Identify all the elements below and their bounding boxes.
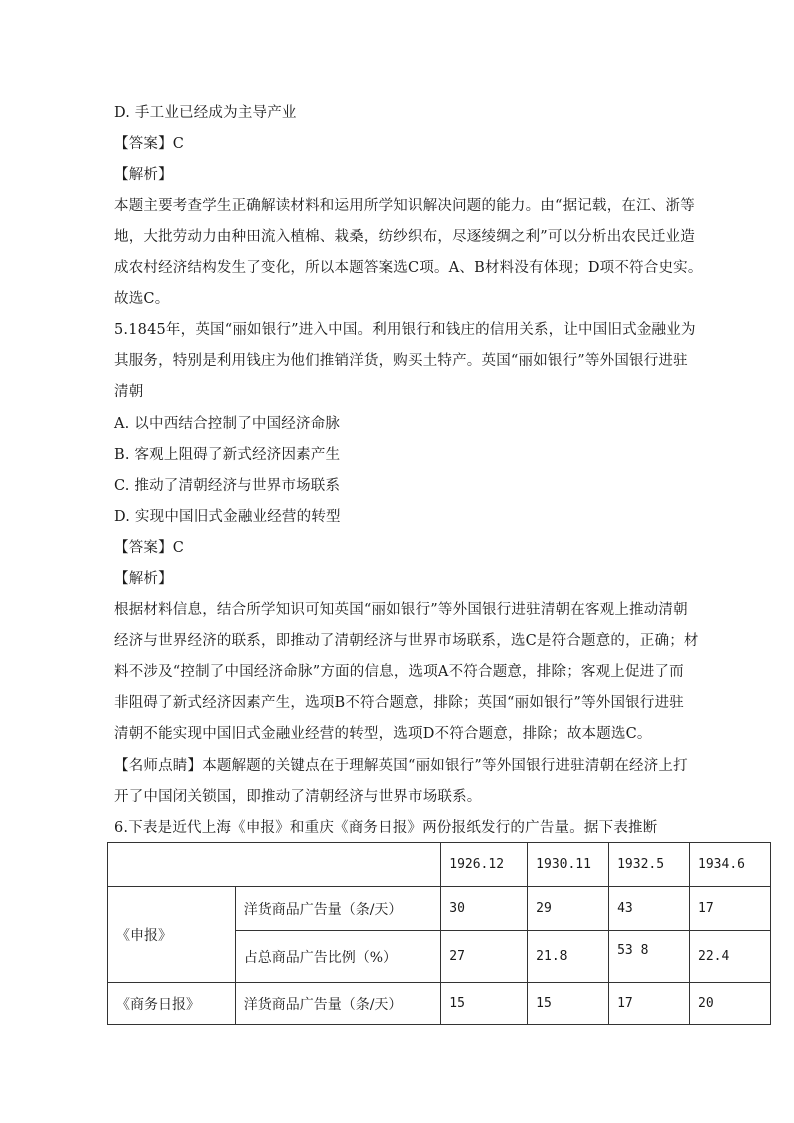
option-b: B. 客观上阻碍了新式经济因素产生 (114, 447, 341, 463)
analysis-text-4-line1: 本题主要考查学生正确解读材料和运用所学知识解决问题的能力。由“据记载，在江、浙等 (114, 198, 695, 214)
row-label: 洋货商品广告量（条/天） (235, 983, 441, 1025)
table-cell: 22.4 (690, 931, 771, 983)
analysis-text-5-line1: 根据材料信息，结合所学知识可知英国“丽如银行”等外国银行进驻清朝在客观上推动清朝 (114, 602, 688, 618)
analysis-text-5-line3: 料不涉及“控制了中国经济命脉”方面的信息，选项A不符合题意，排除；客观上促进了而 (114, 664, 684, 680)
advertising-table (107, 842, 771, 1025)
analysis-text-4-line4: 故选C。 (114, 291, 170, 307)
table-cell: 30 (441, 887, 528, 931)
table-cell: 15 (528, 983, 609, 1025)
analysis-label-5: 【解析】 (114, 571, 173, 587)
table-cell: 53 8 (609, 931, 690, 983)
question-5-line3: 清朝 (114, 384, 144, 400)
table-corner-cell (108, 843, 441, 887)
newspaper-name: 《申报》 (108, 887, 236, 983)
analysis-label-4: 【解析】 (114, 167, 173, 183)
option-c: C. 推动了清朝经济与世界市场联系 (114, 478, 341, 494)
table-cell: 20 (690, 983, 771, 1025)
option-a: A. 以中西结合控制了中国经济命脉 (114, 416, 341, 432)
option-d: D. 实现中国旧式金融业经营的转型 (114, 509, 341, 525)
table-row (108, 983, 771, 1025)
newspaper-name: 《商务日报》 (108, 983, 236, 1025)
date-header: 1930.11 (528, 843, 609, 887)
analysis-text-5-line2: 经济与世界经济的联系，即推动了清朝经济与世界市场联系，选C是符合题意的，正确；材 (114, 633, 699, 649)
row-label: 洋货商品广告量（条/天） (235, 887, 441, 931)
table-cell: 21.8 (528, 931, 609, 983)
teacher-tip-line2: 开了中国闭关锁国，即推动了清朝经济与世界市场联系。 (114, 789, 482, 805)
analysis-text-4-line3: 成农村经济结构发生了变化，所以本题答案选C项。A、B材料没有体现；D项不符合史实。 (114, 260, 703, 276)
answer-label-4: 【答案】C (114, 136, 185, 152)
question-5-line2: 其服务，特别是利用钱庄为他们推销洋货，购买土特产。英国“丽如银行”等外国银行进驻 (114, 353, 688, 369)
answer-label-5: 【答案】C (114, 540, 185, 556)
table-header-row (108, 843, 771, 887)
analysis-text-5-line4: 非阻碍了新式经济因素产生，选项B不符合题意，排除；英国“丽如银行”等外国银行进驻 (114, 695, 684, 711)
question-5-line1: 5.1845年，英国“丽如银行”进入中国。利用银行和钱庄的信用关系，让中国旧式金融业为 (114, 322, 696, 338)
date-header: 1934.6 (690, 843, 771, 887)
table-row (108, 887, 771, 931)
question-6-line1: 6.下表是近代上海《申报》和重庆《商务日报》两份报纸发行的广告量。据下表推断 (114, 820, 658, 836)
table-cell: 17 (690, 887, 771, 931)
date-header: 1926.12 (441, 843, 528, 887)
teacher-tip-line1: 【名师点睛】本题解题的关键点在于理解英国“丽如银行”等外国银行进驻清朝在经济上打 (114, 758, 688, 774)
analysis-text-5-line5: 清朝不能实现中国旧式金融业经营的转型，选项D不符合题意，排除；故本题选C。 (114, 726, 652, 742)
line-option-d-previous: D. 手工业已经成为主导产业 (114, 105, 297, 121)
table-cell: 17 (609, 983, 690, 1025)
table-cell: 15 (441, 983, 528, 1025)
date-header: 1932.5 (609, 843, 690, 887)
table-cell: 27 (441, 931, 528, 983)
table-cell: 29 (528, 887, 609, 931)
table-cell: 43 (609, 887, 690, 931)
row-label: 占总商品广告比例（%） (235, 931, 441, 983)
analysis-text-4-line2: 地，大批劳动力由种田流入植棉、栽桑，纺纱织布，尽逐绫绸之利”可以分析出农民迁业造 (114, 229, 695, 245)
